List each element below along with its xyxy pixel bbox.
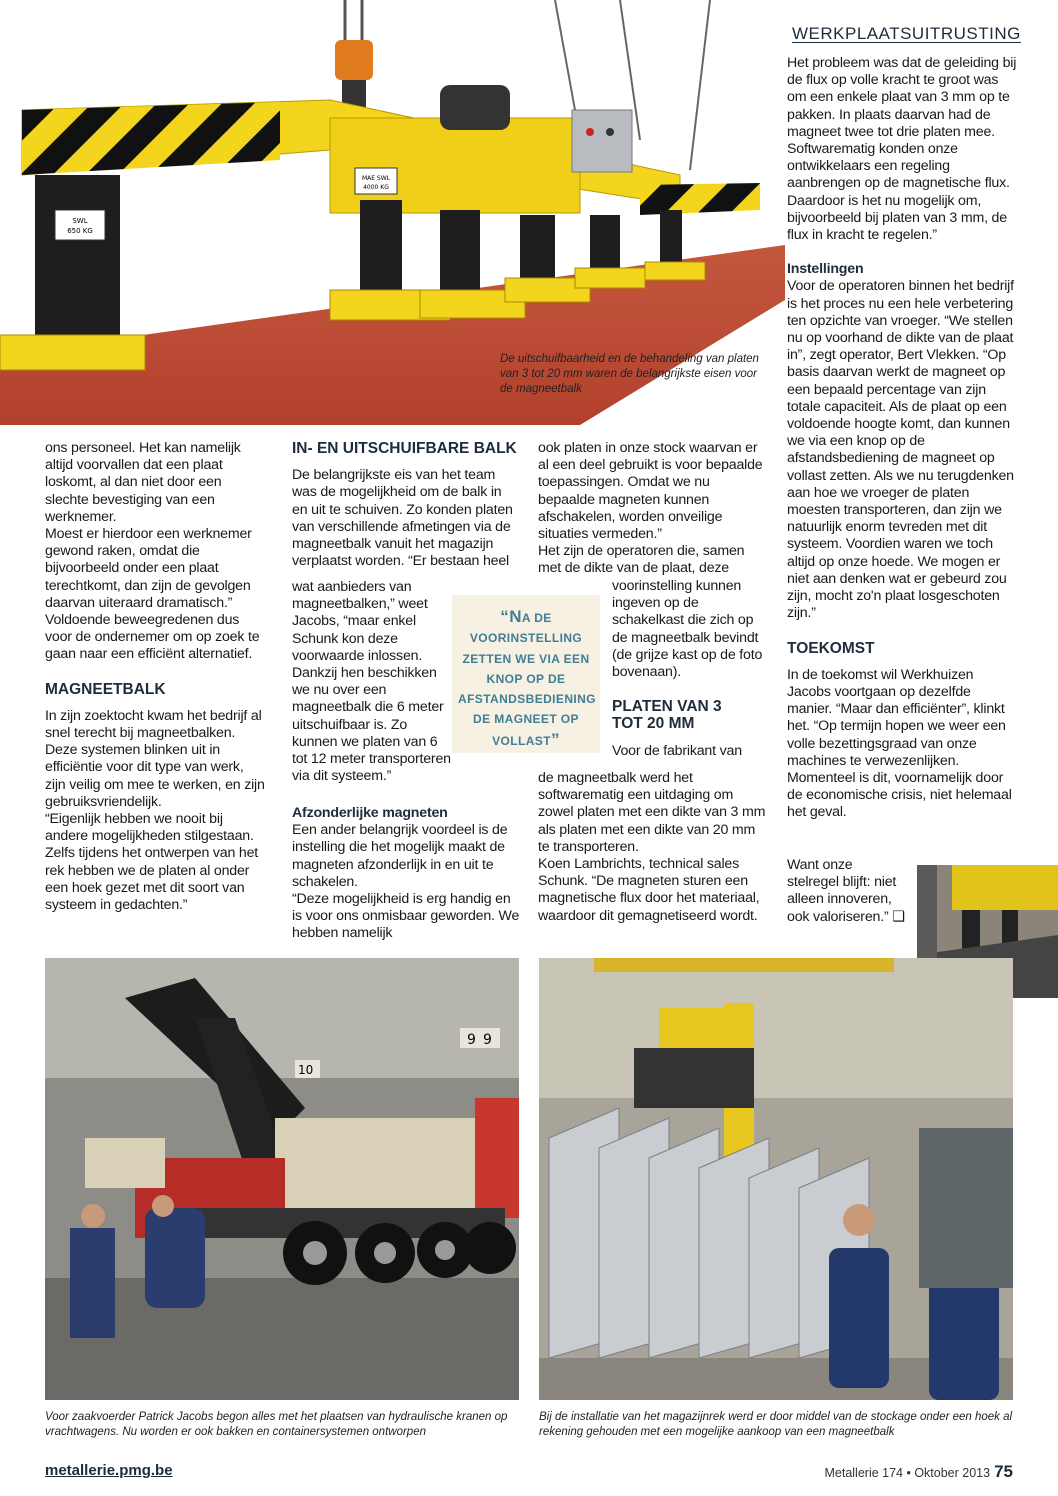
footer-issue-text: Metallerie 174 • Oktober 2013: [824, 1466, 991, 1480]
heading-platen: PLATEN VAN 3 TOT 20 MM: [612, 698, 722, 733]
hall-number-1: 9: [467, 1032, 476, 1048]
col2-paragraph-1-wrap: wat aanbieders van magneetbalken,” weet Jacobs, “maar enkel Schunk kon deze voorwaarde inlossen. Dankzij hen beschikken we nu over een magneetbalk die 6 meter uitschuifbaar is. Zo kunnen we platen van 6 tot 12 meter transporteren via dit systeem.”: [292, 579, 451, 785]
section-header: WERKPLAATSUITRUSTING: [792, 24, 1021, 43]
magazine-rack-illustration: [539, 958, 1013, 1400]
pull-quote-text: DE VOORINSTELLING ZETTEN WE VIA EEN KNOP OP DE AFSTANDSBEDIENING DE MAGNEET OP VOLLAST: [458, 611, 596, 748]
pull-quote-close-mark: ”: [550, 729, 560, 749]
page-number: 75: [994, 1462, 1013, 1481]
heading-magneetbalk: MAGNEETBALK: [45, 680, 166, 698]
photo-magazine-rack: [539, 958, 1013, 1400]
col4-paragraph-2: Voor de operatoren binnen het bedrijf is het proces nu een hele verbetering ten opzichte van vroeger. “We stellen nu op voorhand de dikte van de plaat in”, zegt operator, Bert Vlekken. “Op basis daarvan werkt de magneet op een bepaald percentage van zijn totale capaciteit. Als de plaat op een voldoende hoogte komt, dan kunnen we via een knop op de afstandsbediening de magneet op vollast zetten. Als we nu terugdenken aan hoe we vroeger de platen moesten transporteren, dan zijn we natuurlijk enorm tevreden met dit systeem. Voordien waren we toch altijd op onze hoede. We mogen er niet aan denken wat er gebeurd zou zijn, mocht zo'n plaat losgeschoten zijn.”: [787, 278, 1014, 622]
heading-instellingen: Instellingen: [787, 261, 864, 278]
truck-photo-caption: Voor zaakvoerder Patrick Jacobs begon alles met het plaatsen van hydraulische kranen op vrachtwagens. Nu worden er ook bakken en containersystemen ontworpen: [45, 1411, 508, 1438]
col3-paragraph-1: ook platen in onze stock waarvan er al een deel gebruikt is voor bepaalde toepassingen. Omdat we nu bepaalde magneten kunnen afschakelen, worden onveilige situaties vermeden.”: [538, 440, 763, 543]
column-4-wrap: [787, 857, 907, 926]
col1-paragraph-5: “Eigenlijk hebben we nooit bij andere mogelijkheden stilgestaan. Zelfs tijdens het ontwerpen van het rek hebben we de platen al onder een hoek gezet met dit soort van systeem in gedachten.”: [45, 811, 259, 914]
col3-paragraph-3: de magneetbalk werd het softwarematig een uitdaging om zowel platen met een dikte van 3 mm als platen met een dikte van 20 mm te transporteren.: [538, 770, 766, 855]
col3-paragraph-4: Koen Lambrichts, technical sales Schunk. “De magneten sturen een magnetische flux door het materiaal, waardoor dit gemagnetiseerd wordt.: [538, 856, 760, 924]
hall-number-2: 9: [483, 1032, 492, 1048]
column-2-top: [292, 440, 520, 570]
beam-swl-label: MAE SWL: [361, 175, 391, 182]
hall-number-3: 10: [298, 1063, 314, 1077]
col1-paragraph-4: In zijn zoektocht kwam het bedrijf al snel terecht bij magneetbalken. Deze systemen blinken uit in efficiëntie voor dit type van werk, zijn veilig om mee te werken, en zijn gebruiksvriendelijk.: [45, 707, 265, 810]
column-3-top: [538, 440, 768, 578]
col3-paragraph-2-wrap: voorinstelling kunnen ingeven op de schakelkast die zich op de magneetbalk bevindt (de grijze kast op de foto bovenaan).: [612, 578, 763, 681]
col2-paragraph-2: Een ander belangrijk voordeel is de instelling die het mogelijk maakt de magneten afzonderlijk in en uit te schakelen.: [292, 822, 508, 890]
heading-toekomst: TOEKOMST: [787, 639, 875, 657]
col2-paragraph-1: De belangrijkste eis van het team was de mogelijkheid om de balk in en uit te schuiven. Zo konden platen van verschillende afmetingen via de magneetbalk vanuit het magazijn verplaatst worden. “Er bestaan heel: [292, 467, 513, 570]
top-photo-caption: De uitschuifbaarheid en de behandeling van platen van 3 tot 20 mm waren de belangrijkste eisen voor de magneetbalk: [500, 353, 759, 395]
footer-issue: [824, 1462, 1013, 1482]
column-1: [45, 440, 265, 914]
pull-quote-open-mark: “: [500, 607, 510, 626]
col3-paragraph-3-wrap: Voor de fabrikant van: [612, 742, 742, 759]
footer-website-link[interactable]: metallerie.pmg.be: [45, 1462, 173, 1479]
col2-paragraph-3: “Deze mogelijkheid is erg handig en is voor ons onmisbaar geworden. We hebben namelijk: [292, 891, 520, 942]
column-4-top: [787, 55, 1017, 822]
end-mark-icon: ❑: [892, 908, 905, 925]
svg-text:650 KG: 650 KG: [67, 227, 93, 235]
col1-paragraph-2: Moest er hierdoor een werknemer gewond raken, omdat die bijvoorbeeld onder een plaat terechtkomt, dan zijn de gevolgen daarvan uiteraard dramatisch.”: [45, 526, 252, 611]
column-3-wrap: [612, 578, 768, 760]
photo-truck-crane: [45, 958, 519, 1400]
heading-uitschuifbare-balk: IN- EN UITSCHUIFBARE BALK: [292, 440, 517, 457]
col4-paragraph-1: Het probleem was dat de geleiding bij de flux op volle kracht te groot was om een enkele plaat van 3 mm op te pakken. In plaats daarvan had de magneet twee tot drie platen mee. Softwarematig konden onze ontwikkelaars een regeling aanbrengen op de magnetische flux. Daardoor is het nu mogelijk om, bijvoorbeeld bij platen van 3 mm, de flux in kracht te regelen.”: [787, 55, 1017, 244]
pull-quote: “NA DE VOORINSTELLING ZETTEN WE VIA EEN KNOP OP DE AFSTANDSBEDIENING DE MAGNEET OP VOLLAST”: [452, 595, 600, 753]
col4-paragraph-3: In de toekomst wil Werkhuizen Jacobs voortgaan op dezelfde manier. “Maar dan efficiënter”, klinkt het. “Op termijn hopen we weer een volle bezettingsgraad van onze machines te verwezenlijken. Momenteel is dit, voornamelijk door de economische crisis, niet helemaal het geval.: [787, 666, 1012, 821]
rack-photo-caption: Bij de installatie van het magazijnrek werd er door middel van de stockage onder een hoek al rekening gehouden met een mogelijke aankoop van een magneetbalk: [539, 1411, 1013, 1438]
col3-paragraph-2: Het zijn de operatoren die, samen met de dikte van de plaat, deze: [538, 543, 745, 577]
col4-paragraph-3-wrap: Want onze stelregel blijft: niet alleen innoveren, ook valoriseren.” ❑: [787, 857, 905, 925]
column-2-bottom: [292, 805, 520, 943]
column-2-wrap: [292, 579, 452, 785]
svg-text:4000 KG: 4000 KG: [363, 184, 389, 191]
col1-paragraph-1: ons personeel. Het kan namelijk altijd voorvallen dat een plaat loskomt, al dan niet door een slechte bevestiging van een werknemer.: [45, 440, 241, 525]
leg-swl-label: SWL: [72, 217, 88, 225]
column-3-bottom: [538, 770, 770, 925]
truck-crane-illustration: [45, 958, 519, 1400]
col1-paragraph-3: Voldoende beweegredenen dus voor de ondernemer om op zoek te gaan naar een efficiënt alternatief.: [45, 612, 260, 663]
heading-afzonderlijke-magneten: Afzonderlijke magneten: [292, 805, 448, 821]
